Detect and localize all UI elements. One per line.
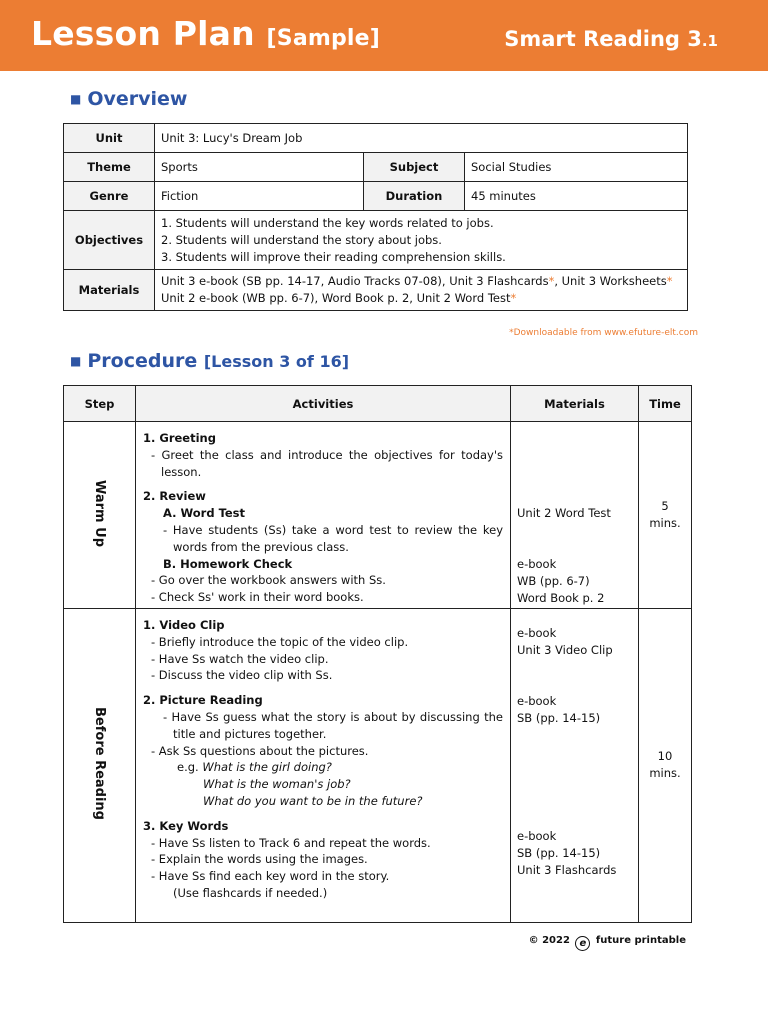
procedure-heading [70, 350, 349, 372]
time-header: Time [639, 386, 692, 422]
activity-text: - Go over the workbook answers with Ss. [151, 573, 386, 588]
activity-heading: 1. Video Clip [143, 617, 225, 632]
asterisk-mark: * [510, 291, 517, 305]
material-item: e-book [517, 557, 557, 571]
activity-text: - Explain the words using the images. [151, 852, 368, 867]
theme-label: Theme [64, 153, 155, 182]
e-logo-icon: e [575, 936, 590, 951]
eg-label: e.g. [177, 760, 199, 775]
step-cell [64, 422, 136, 609]
objective-item: 2. Students will understand the story about jobs. [161, 232, 442, 247]
activity-text: - Discuss the video clip with Ss. [151, 668, 333, 683]
square-bullet-icon: ■ [70, 354, 82, 368]
footer-copyright [529, 935, 686, 951]
brand-name: future printable [595, 935, 686, 946]
activity-text: - Greet the class and introduce the objectives for today's lesson. [151, 447, 503, 479]
material-item: WB (pp. 6-7) [517, 574, 590, 588]
asterisk-mark: * [666, 274, 673, 288]
activity-text: - Briefly introduce the topic of the video clip. [151, 634, 409, 649]
series-name [504, 27, 718, 51]
genre-value: Fiction [155, 182, 364, 211]
step-before-reading: Before Reading [92, 707, 107, 821]
activity-subheading: B. Homework Check [163, 556, 293, 571]
material-item: e-book [517, 625, 557, 640]
material-item: e-book [517, 693, 557, 708]
copyright-year: © 2022 [528, 935, 570, 946]
header-bar [0, 0, 768, 71]
step-cell [64, 608, 136, 922]
download-note: *Downloadable from www.efuture-elt.com [509, 328, 698, 338]
materials-list [155, 270, 688, 311]
activity-text: - Have Ss watch the video clip. [151, 651, 329, 666]
activity-text: - Ask Ss questions about the pictures. [151, 743, 369, 758]
activity-text: - Have students (Ss) take a word test to review the key words from the previous class. [163, 522, 503, 554]
material-item: Unit 2 Word Test [517, 506, 611, 520]
duration-label: Duration [364, 182, 465, 211]
materials-label: Materials [64, 270, 155, 311]
objective-item: 3. Students will improve their reading comprehension skills. [161, 249, 506, 264]
duration-value: 45 minutes [465, 182, 688, 211]
materials-text: Unit 3 e-book (SB pp. 14-17, Audio Tracks 07-08), Unit 3 Flashcards [161, 274, 549, 288]
material-item: e-book [517, 828, 557, 843]
material-item: SB (pp. 14-15) [517, 845, 601, 860]
time-value: 10 [657, 749, 673, 764]
materials-header: Materials [511, 386, 639, 422]
material-item: Unit 3 Flashcards [517, 862, 617, 877]
step-header: Step [64, 386, 136, 422]
material-item: Word Book p. 2 [517, 591, 605, 605]
procedure-title: Procedure [87, 350, 198, 372]
activity-text: - Check Ss' work in their word books. [151, 590, 364, 605]
activity-text: - Have Ss listen to Track 6 and repeat the words. [151, 835, 431, 850]
objective-item: 1. Students will understand the key words related to jobs. [161, 215, 494, 230]
activities-header: Activities [136, 386, 511, 422]
asterisk-mark: * [548, 274, 555, 288]
genre-label: Genre [64, 182, 155, 211]
before-reading-time [639, 608, 692, 922]
theme-value: Sports [155, 153, 364, 182]
activity-text: - Have Ss guess what the story is about by discussing the title and pictures together. [163, 709, 503, 741]
time-unit: mins. [649, 515, 681, 530]
before-reading-materials [511, 608, 639, 922]
objectives-list [155, 211, 688, 270]
title-tag: [Sample] [266, 26, 381, 51]
activity-text: (Use flashcards if needed.) [173, 885, 328, 900]
subject-value: Social Studies [465, 153, 688, 182]
materials-line-2 [161, 290, 681, 307]
warm-up-time [639, 422, 692, 609]
example-line [143, 759, 503, 776]
material-item: Unit 3 Video Clip [517, 642, 613, 657]
activity-subheading: A. Word Test [163, 506, 246, 521]
overview-table [63, 123, 688, 311]
material-item: SB (pp. 14-15) [517, 710, 601, 725]
title-main: Lesson Plan [31, 14, 255, 53]
example-question: What do you want to be in the future? [203, 793, 423, 808]
before-reading-activities [136, 608, 511, 922]
activity-text: - Have Ss find each key word in the story. [151, 869, 390, 884]
lesson-tag: [Lesson 3 of 16] [203, 352, 350, 371]
objectives-label: Objectives [64, 211, 155, 270]
overview-heading [70, 88, 187, 110]
overview-title: Overview [87, 88, 188, 110]
subject-label: Subject [364, 153, 465, 182]
example-question: What is the woman's job? [203, 777, 351, 792]
series-version: .1 [701, 32, 718, 50]
materials-text: Unit 2 e-book (WB pp. 6-7), Word Book p. 2, Unit 2 Word Test [161, 291, 511, 305]
step-warm-up: Warm Up [92, 479, 107, 547]
activity-heading: 2. Picture Reading [143, 693, 263, 708]
unit-value: Unit 3: Lucy's Dream Job [155, 124, 688, 153]
page-title [31, 14, 380, 53]
time-value: 5 [661, 498, 669, 513]
warm-up-activities [136, 422, 511, 609]
unit-label: Unit [64, 124, 155, 153]
activity-heading: 2. Review [143, 489, 206, 504]
procedure-table [63, 385, 692, 923]
activity-heading: 1. Greeting [143, 431, 216, 445]
square-bullet-icon: ■ [70, 92, 82, 106]
activity-heading: 3. Key Words [143, 818, 229, 833]
series-label: Smart Reading 3 [504, 27, 702, 51]
materials-line-1 [161, 273, 681, 290]
materials-text: , Unit 3 Worksheets [554, 274, 667, 288]
warm-up-materials [511, 422, 639, 609]
time-unit: mins. [649, 766, 681, 781]
example-question: What is the girl doing? [202, 760, 332, 775]
